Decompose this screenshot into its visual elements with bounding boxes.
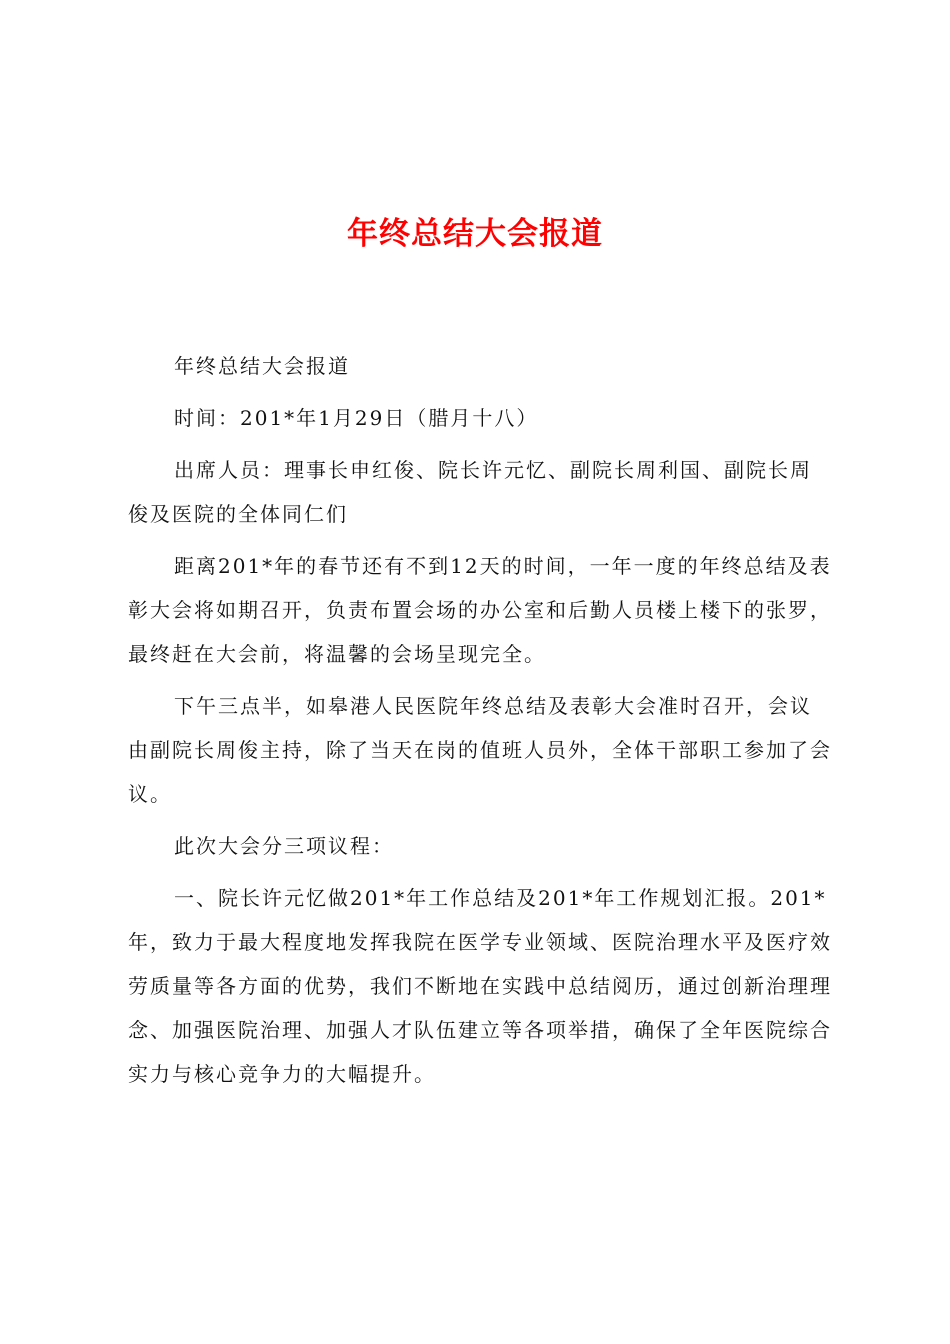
paragraph-attendees: 出席人员：理事长申红俊、院长许元忆、副院长周利国、副院长周俊及医院的全体同仁们 xyxy=(128,458,812,526)
paragraph-time: 时间：201*年1月29日（腊月十八） xyxy=(174,406,539,430)
paragraph-meeting-start: 下午三点半，如皋港人民医院年终总结及表彰大会准时召开，会议由副院长周俊主持，除了当天在岗的值班人员外，全体干部职工参加了会议。 xyxy=(128,694,832,806)
document-body xyxy=(128,344,832,1104)
paragraph-agenda-item-1: 一、院长许元忆做201*年工作总结及201*年工作规划汇报。201*年，致力于最大程度地发挥我院在医学专业领域、医院治理水平及医疗效劳质量等各方面的优势，我们不断地在实践中总结阅历，通过创新治理理念、加强医院治理、加强人才队伍建立等各项举措，确保了全年医院综合实力与核心竞争力的大幅提升。 xyxy=(128,886,832,1086)
document-title: 年终总结大会报道 xyxy=(347,216,603,252)
paragraph-heading: 年终总结大会报道 xyxy=(174,354,350,378)
paragraph-preparation: 距离201*年的春节还有不到12天的时间，一年一度的年终总结及表彰大会将如期召开，负责布置会场的办公室和后勤人员楼上楼下的张罗，最终赶在大会前，将温馨的会场呈现完全。 xyxy=(128,554,832,666)
paragraph-agenda: 此次大会分三项议程： xyxy=(174,834,394,858)
